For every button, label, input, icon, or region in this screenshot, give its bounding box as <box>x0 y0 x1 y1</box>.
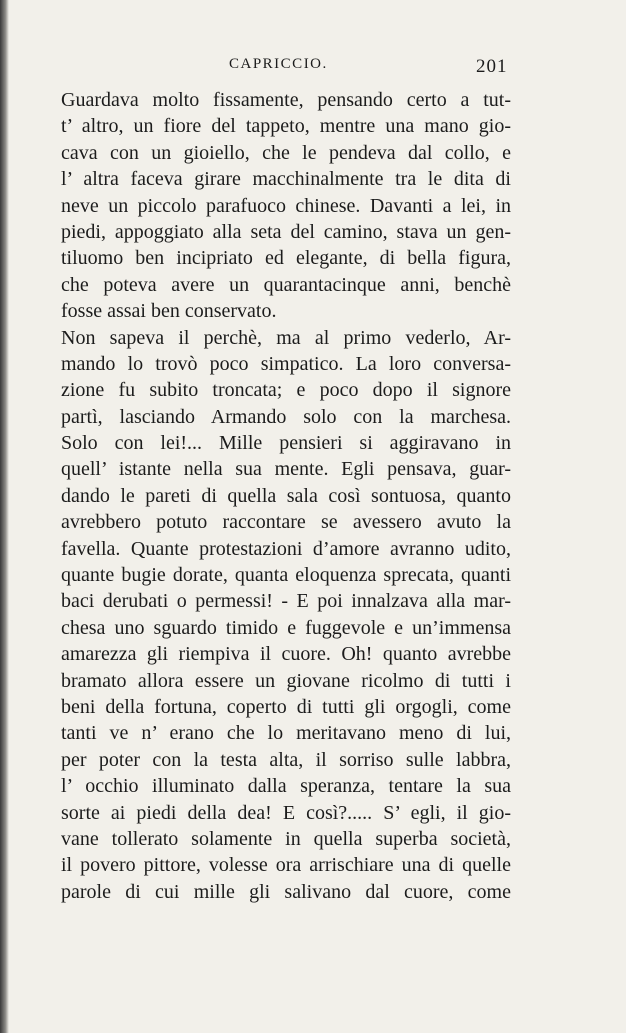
text-line: mando lo trovò poco simpatico. La loro conversa- <box>61 352 511 375</box>
text-line: favella. Quante protestazioni d’amore avranno udito, <box>61 537 511 560</box>
text-line: piedi, appoggiato alla seta del camino, stava un gen- <box>61 220 511 243</box>
text-line: sorte ai piedi della dea! E così?..... S’ egli, il gio- <box>61 801 511 824</box>
text-line: Solo con lei!... Mille pensieri si aggiravano in <box>61 432 511 455</box>
text-line: l’ altra faceva girare macchinalmente tra le dita di <box>61 168 511 191</box>
text-line: quante bugie dorate, quanta eloquenza sprecata, quanti <box>61 564 511 587</box>
text-line: dando le pareti di quella sala così sontuosa, quanto <box>61 484 511 507</box>
text-line: avrebbero potuto raccontare se avessero avuto la <box>61 511 511 534</box>
text-line: l’ occhio illuminato dalla speranza, tentare la sua <box>61 775 511 798</box>
text-line: tanti ve n’ erano che lo meritavano meno di lui, <box>61 722 511 745</box>
text-line: vane tollerato solamente in quella superba società, <box>61 827 511 850</box>
text-line: parole di cui mille gli salivano dal cuore, come <box>61 880 511 903</box>
text-line: il povero pittore, volesse ora arrischiare una di quelle <box>61 854 511 877</box>
text-line: beni della fortuna, coperto di tutti gli orgogli, come <box>61 695 511 718</box>
page-binding-edge <box>0 0 9 1033</box>
text-line: Guardava molto fissamente, pensando certo a tut- <box>61 89 511 111</box>
text-line: cava con un gioiello, che le pendeva dal collo, e <box>61 141 511 164</box>
text-line: tiluomo ben incipriato ed elegante, di bella figura, <box>61 247 511 270</box>
text-line: neve un piccolo parafuoco chinese. Davanti a lei, in <box>61 194 511 217</box>
text-line: zione fu subito troncata; e poco dopo il signore <box>61 379 511 402</box>
text-line: partì, lasciando Armando solo con la marchesa. <box>61 405 511 428</box>
running-head <box>0 52 626 82</box>
body-text <box>61 87 511 905</box>
text-line: chesa uno sguardo timido e fuggevole e un’immensa <box>61 616 511 639</box>
text-line: baci derubati o permessi! - E poi innalzava alla mar- <box>61 590 511 613</box>
text-line: t’ altro, un fiore del tappeto, mentre una mano gio- <box>61 115 511 138</box>
text-line: amarezza gli riempiva il cuore. Oh! quanto avrebbe <box>61 643 511 666</box>
text-line: quell’ istante nella sua mente. Egli pensava, guar- <box>61 458 511 481</box>
text-line: Non sapeva il perchè, ma al primo vederlo, Ar- <box>61 326 511 349</box>
page-number: 201 <box>476 56 508 77</box>
text-line: per poter con la testa alta, il sorriso sulle labbra, <box>61 748 511 771</box>
running-head-title: CAPRICCIO. <box>229 56 328 72</box>
text-line: bramato allora essere un giovane ricolmo di tutti i <box>61 669 511 692</box>
text-line: che poteva avere un quarantacinque anni, benchè <box>61 273 511 296</box>
text-line: fosse assai ben conservato. <box>61 300 277 323</box>
